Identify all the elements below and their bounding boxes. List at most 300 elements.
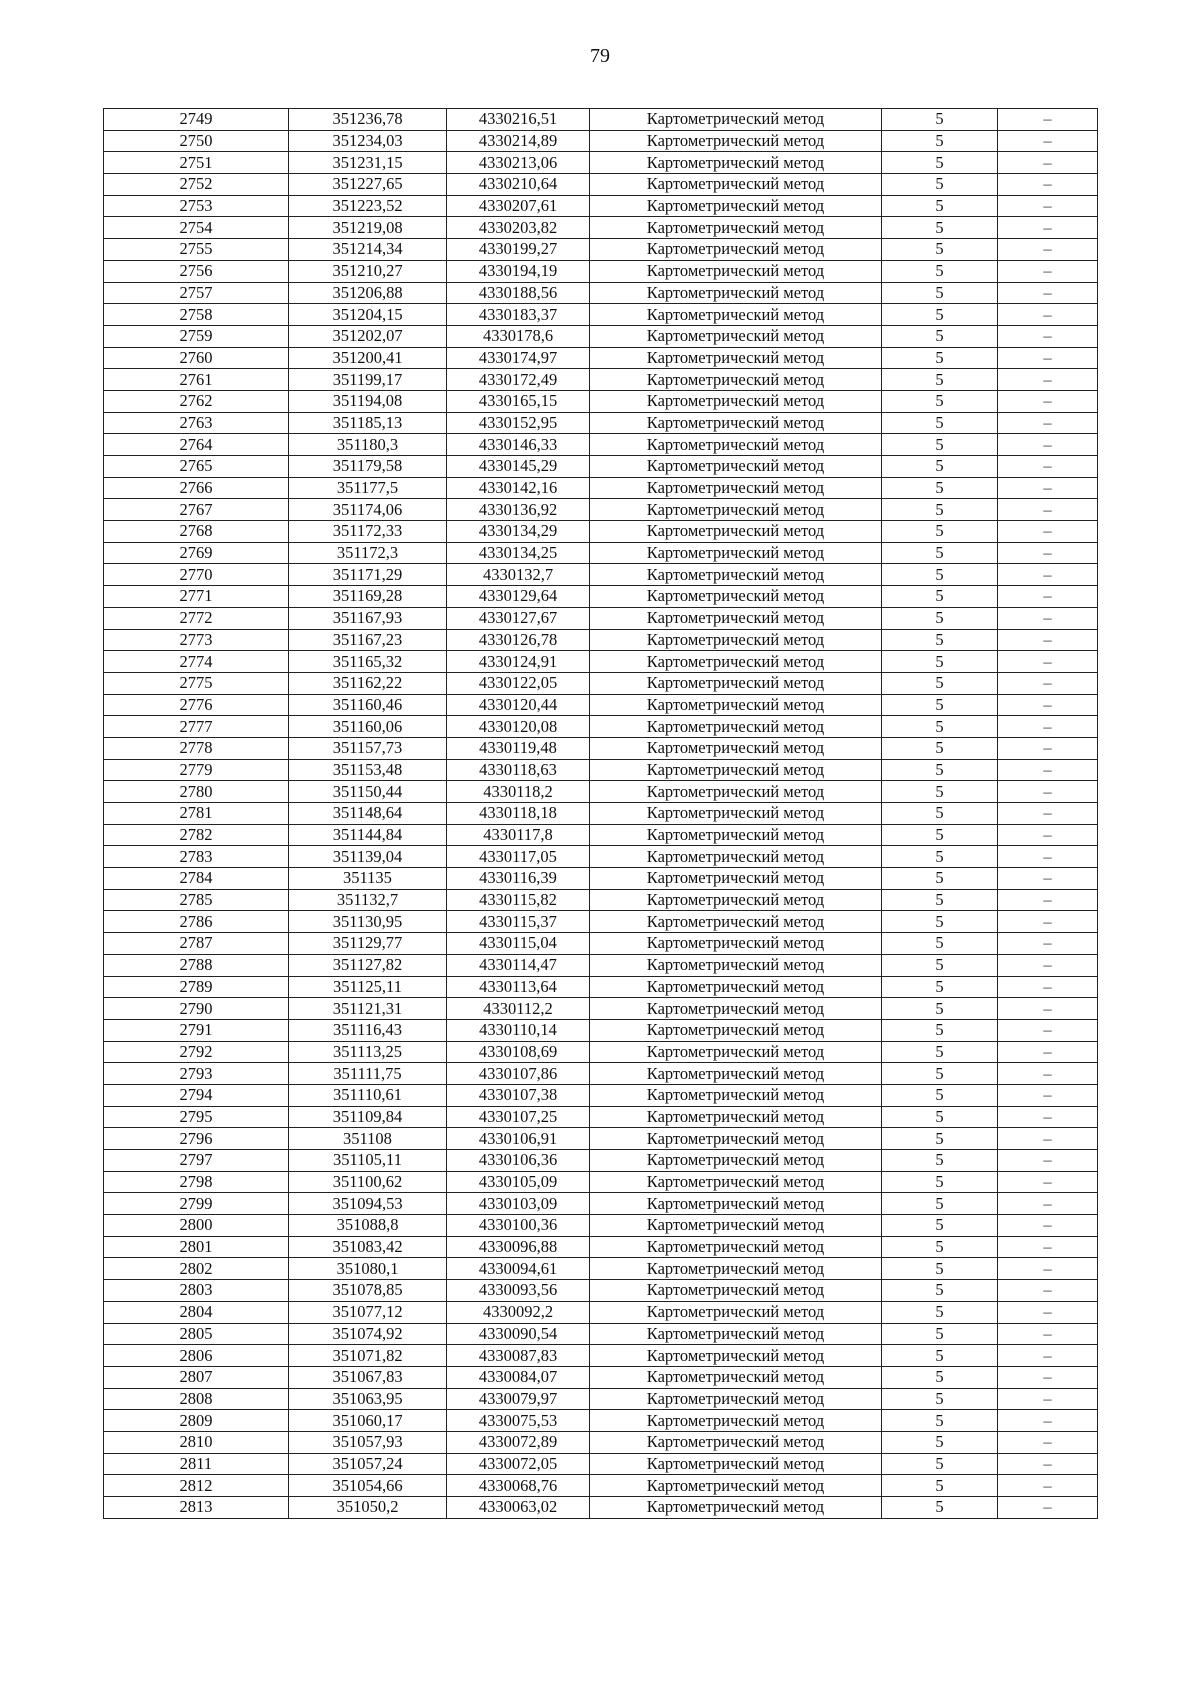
x-coordinate-cell: 351236,78 bbox=[289, 109, 447, 131]
x-coordinate-cell: 351110,61 bbox=[289, 1084, 447, 1106]
x-coordinate-cell: 351060,17 bbox=[289, 1410, 447, 1432]
x-coordinate-cell: 351088,8 bbox=[289, 1215, 447, 1237]
x-coordinate-cell: 351153,48 bbox=[289, 759, 447, 781]
table-row bbox=[104, 1084, 1098, 1106]
accuracy-cell: 5 bbox=[882, 1497, 998, 1519]
accuracy-cell: 5 bbox=[882, 976, 998, 998]
point-number-cell: 2813 bbox=[104, 1497, 289, 1519]
y-coordinate-cell: 4330118,18 bbox=[447, 803, 590, 825]
y-coordinate-cell: 4330214,89 bbox=[447, 130, 590, 152]
y-coordinate-cell: 4330122,05 bbox=[447, 672, 590, 694]
table-row bbox=[104, 1041, 1098, 1063]
x-coordinate-cell: 351139,04 bbox=[289, 846, 447, 868]
method-cell: Картометрический метод bbox=[590, 1345, 882, 1367]
y-coordinate-cell: 4330116,39 bbox=[447, 868, 590, 890]
table-row bbox=[104, 586, 1098, 608]
note-cell: – bbox=[998, 759, 1098, 781]
method-cell: Картометрический метод bbox=[590, 195, 882, 217]
note-cell: – bbox=[998, 1388, 1098, 1410]
x-coordinate-cell: 351160,46 bbox=[289, 694, 447, 716]
note-cell: – bbox=[998, 737, 1098, 759]
point-number-cell: 2788 bbox=[104, 954, 289, 976]
point-number-cell: 2758 bbox=[104, 304, 289, 326]
accuracy-cell: 5 bbox=[882, 672, 998, 694]
accuracy-cell: 5 bbox=[882, 260, 998, 282]
table-row bbox=[104, 1258, 1098, 1280]
point-number-cell: 2750 bbox=[104, 130, 289, 152]
y-coordinate-cell: 4330120,44 bbox=[447, 694, 590, 716]
note-cell: – bbox=[998, 499, 1098, 521]
note-cell: – bbox=[998, 911, 1098, 933]
note-cell: – bbox=[998, 477, 1098, 499]
point-number-cell: 2799 bbox=[104, 1193, 289, 1215]
table-row bbox=[104, 1215, 1098, 1237]
note-cell: – bbox=[998, 954, 1098, 976]
point-number-cell: 2781 bbox=[104, 803, 289, 825]
accuracy-cell: 5 bbox=[882, 1236, 998, 1258]
note-cell: – bbox=[998, 1236, 1098, 1258]
note-cell: – bbox=[998, 889, 1098, 911]
note-cell: – bbox=[998, 434, 1098, 456]
note-cell: – bbox=[998, 998, 1098, 1020]
table-row bbox=[104, 217, 1098, 239]
point-number-cell: 2755 bbox=[104, 239, 289, 261]
accuracy-cell: 5 bbox=[882, 1280, 998, 1302]
accuracy-cell: 5 bbox=[882, 629, 998, 651]
point-number-cell: 2784 bbox=[104, 868, 289, 890]
accuracy-cell: 5 bbox=[882, 390, 998, 412]
note-cell: – bbox=[998, 1084, 1098, 1106]
method-cell: Картометрический метод bbox=[590, 737, 882, 759]
accuracy-cell: 5 bbox=[882, 347, 998, 369]
x-coordinate-cell: 351165,32 bbox=[289, 651, 447, 673]
table-row bbox=[104, 1431, 1098, 1453]
accuracy-cell: 5 bbox=[882, 998, 998, 1020]
accuracy-cell: 5 bbox=[882, 846, 998, 868]
accuracy-cell: 5 bbox=[882, 1150, 998, 1172]
y-coordinate-cell: 4330115,04 bbox=[447, 933, 590, 955]
point-number-cell: 2773 bbox=[104, 629, 289, 651]
y-coordinate-cell: 4330134,29 bbox=[447, 521, 590, 543]
note-cell: – bbox=[998, 803, 1098, 825]
table-row bbox=[104, 976, 1098, 998]
method-cell: Картометрический метод bbox=[590, 499, 882, 521]
note-cell: – bbox=[998, 304, 1098, 326]
table-row bbox=[104, 803, 1098, 825]
note-cell: – bbox=[998, 1193, 1098, 1215]
accuracy-cell: 5 bbox=[882, 1453, 998, 1475]
x-coordinate-cell: 351204,15 bbox=[289, 304, 447, 326]
y-coordinate-cell: 4330134,25 bbox=[447, 542, 590, 564]
method-cell: Картометрический метод bbox=[590, 1453, 882, 1475]
table-row bbox=[104, 1063, 1098, 1085]
table-row bbox=[104, 1345, 1098, 1367]
point-number-cell: 2759 bbox=[104, 325, 289, 347]
accuracy-cell: 5 bbox=[882, 282, 998, 304]
method-cell: Картометрический метод bbox=[590, 1063, 882, 1085]
table-row bbox=[104, 412, 1098, 434]
method-cell: Картометрический метод bbox=[590, 1497, 882, 1519]
x-coordinate-cell: 351132,7 bbox=[289, 889, 447, 911]
table-row bbox=[104, 1106, 1098, 1128]
method-cell: Картометрический метод bbox=[590, 1431, 882, 1453]
point-number-cell: 2779 bbox=[104, 759, 289, 781]
x-coordinate-cell: 351071,82 bbox=[289, 1345, 447, 1367]
table-row bbox=[104, 716, 1098, 738]
table-row bbox=[104, 824, 1098, 846]
y-coordinate-cell: 4330096,88 bbox=[447, 1236, 590, 1258]
point-number-cell: 2772 bbox=[104, 607, 289, 629]
y-coordinate-cell: 4330068,76 bbox=[447, 1475, 590, 1497]
point-number-cell: 2764 bbox=[104, 434, 289, 456]
method-cell: Картометрический метод bbox=[590, 1236, 882, 1258]
note-cell: – bbox=[998, 1410, 1098, 1432]
note-cell: – bbox=[998, 1453, 1098, 1475]
method-cell: Картометрический метод bbox=[590, 477, 882, 499]
table-row bbox=[104, 1475, 1098, 1497]
x-coordinate-cell: 351202,07 bbox=[289, 325, 447, 347]
point-number-cell: 2810 bbox=[104, 1431, 289, 1453]
table-row bbox=[104, 672, 1098, 694]
point-number-cell: 2783 bbox=[104, 846, 289, 868]
accuracy-cell: 5 bbox=[882, 434, 998, 456]
y-coordinate-cell: 4330115,37 bbox=[447, 911, 590, 933]
table-row bbox=[104, 1366, 1098, 1388]
accuracy-cell: 5 bbox=[882, 911, 998, 933]
table-row bbox=[104, 1301, 1098, 1323]
y-coordinate-cell: 4330114,47 bbox=[447, 954, 590, 976]
table-row bbox=[104, 282, 1098, 304]
page-number: 79 bbox=[590, 45, 610, 67]
method-cell: Картометрический метод bbox=[590, 824, 882, 846]
table-row bbox=[104, 369, 1098, 391]
note-cell: – bbox=[998, 846, 1098, 868]
table-row bbox=[104, 759, 1098, 781]
method-cell: Картометрический метод bbox=[590, 976, 882, 998]
y-coordinate-cell: 4330108,69 bbox=[447, 1041, 590, 1063]
x-coordinate-cell: 351116,43 bbox=[289, 1019, 447, 1041]
table-row bbox=[104, 1280, 1098, 1302]
table-row bbox=[104, 868, 1098, 890]
point-number-cell: 2785 bbox=[104, 889, 289, 911]
y-coordinate-cell: 4330107,25 bbox=[447, 1106, 590, 1128]
y-coordinate-cell: 4330103,09 bbox=[447, 1193, 590, 1215]
note-cell: – bbox=[998, 282, 1098, 304]
method-cell: Картометрический метод bbox=[590, 607, 882, 629]
method-cell: Картометрический метод bbox=[590, 1366, 882, 1388]
y-coordinate-cell: 4330107,86 bbox=[447, 1063, 590, 1085]
x-coordinate-cell: 351129,77 bbox=[289, 933, 447, 955]
x-coordinate-cell: 351206,88 bbox=[289, 282, 447, 304]
point-number-cell: 2808 bbox=[104, 1388, 289, 1410]
point-number-cell: 2753 bbox=[104, 195, 289, 217]
method-cell: Картометрический метод bbox=[590, 260, 882, 282]
y-coordinate-cell: 4330106,91 bbox=[447, 1128, 590, 1150]
accuracy-cell: 5 bbox=[882, 412, 998, 434]
note-cell: – bbox=[998, 564, 1098, 586]
note-cell: – bbox=[998, 607, 1098, 629]
point-number-cell: 2777 bbox=[104, 716, 289, 738]
table-row bbox=[104, 195, 1098, 217]
point-number-cell: 2800 bbox=[104, 1215, 289, 1237]
x-coordinate-cell: 351160,06 bbox=[289, 716, 447, 738]
y-coordinate-cell: 4330118,63 bbox=[447, 759, 590, 781]
note-cell: – bbox=[998, 1497, 1098, 1519]
method-cell: Картометрический метод bbox=[590, 1041, 882, 1063]
table-row bbox=[104, 325, 1098, 347]
point-number-cell: 2762 bbox=[104, 390, 289, 412]
note-cell: – bbox=[998, 239, 1098, 261]
note-cell: – bbox=[998, 781, 1098, 803]
x-coordinate-cell: 351130,95 bbox=[289, 911, 447, 933]
x-coordinate-cell: 351180,3 bbox=[289, 434, 447, 456]
y-coordinate-cell: 4330112,2 bbox=[447, 998, 590, 1020]
table-row bbox=[104, 651, 1098, 673]
method-cell: Картометрический метод bbox=[590, 672, 882, 694]
method-cell: Картометрический метод bbox=[590, 911, 882, 933]
note-cell: – bbox=[998, 586, 1098, 608]
x-coordinate-cell: 351083,42 bbox=[289, 1236, 447, 1258]
table-row bbox=[104, 1128, 1098, 1150]
x-coordinate-cell: 351077,12 bbox=[289, 1301, 447, 1323]
point-number-cell: 2801 bbox=[104, 1236, 289, 1258]
point-number-cell: 2757 bbox=[104, 282, 289, 304]
accuracy-cell: 5 bbox=[882, 1345, 998, 1367]
method-cell: Картометрический метод bbox=[590, 954, 882, 976]
y-coordinate-cell: 4330117,05 bbox=[447, 846, 590, 868]
method-cell: Картометрический метод bbox=[590, 174, 882, 196]
accuracy-cell: 5 bbox=[882, 1063, 998, 1085]
y-coordinate-cell: 4330117,8 bbox=[447, 824, 590, 846]
point-number-cell: 2756 bbox=[104, 260, 289, 282]
note-cell: – bbox=[998, 672, 1098, 694]
point-number-cell: 2767 bbox=[104, 499, 289, 521]
point-number-cell: 2792 bbox=[104, 1041, 289, 1063]
coordinates-table bbox=[103, 108, 1098, 1519]
y-coordinate-cell: 4330194,19 bbox=[447, 260, 590, 282]
table-row bbox=[104, 1150, 1098, 1172]
accuracy-cell: 5 bbox=[882, 174, 998, 196]
note-cell: – bbox=[998, 1106, 1098, 1128]
table-row bbox=[104, 846, 1098, 868]
y-coordinate-cell: 4330105,09 bbox=[447, 1171, 590, 1193]
x-coordinate-cell: 351200,41 bbox=[289, 347, 447, 369]
table-row bbox=[104, 954, 1098, 976]
x-coordinate-cell: 351234,03 bbox=[289, 130, 447, 152]
x-coordinate-cell: 351109,84 bbox=[289, 1106, 447, 1128]
point-number-cell: 2807 bbox=[104, 1366, 289, 1388]
x-coordinate-cell: 351210,27 bbox=[289, 260, 447, 282]
table-row bbox=[104, 521, 1098, 543]
y-coordinate-cell: 4330203,82 bbox=[447, 217, 590, 239]
note-cell: – bbox=[998, 217, 1098, 239]
y-coordinate-cell: 4330072,05 bbox=[447, 1453, 590, 1475]
accuracy-cell: 5 bbox=[882, 1215, 998, 1237]
y-coordinate-cell: 4330188,56 bbox=[447, 282, 590, 304]
note-cell: – bbox=[998, 109, 1098, 131]
point-number-cell: 2749 bbox=[104, 109, 289, 131]
note-cell: – bbox=[998, 1041, 1098, 1063]
method-cell: Картометрический метод bbox=[590, 1258, 882, 1280]
y-coordinate-cell: 4330172,49 bbox=[447, 369, 590, 391]
y-coordinate-cell: 4330129,64 bbox=[447, 586, 590, 608]
note-cell: – bbox=[998, 195, 1098, 217]
table-row bbox=[104, 564, 1098, 586]
table-row bbox=[104, 1453, 1098, 1475]
method-cell: Картометрический метод bbox=[590, 1193, 882, 1215]
accuracy-cell: 5 bbox=[882, 803, 998, 825]
y-coordinate-cell: 4330183,37 bbox=[447, 304, 590, 326]
point-number-cell: 2794 bbox=[104, 1084, 289, 1106]
note-cell: – bbox=[998, 694, 1098, 716]
y-coordinate-cell: 4330090,54 bbox=[447, 1323, 590, 1345]
method-cell: Картометрический метод bbox=[590, 1084, 882, 1106]
y-coordinate-cell: 4330136,92 bbox=[447, 499, 590, 521]
x-coordinate-cell: 351171,29 bbox=[289, 564, 447, 586]
point-number-cell: 2780 bbox=[104, 781, 289, 803]
x-coordinate-cell: 351172,33 bbox=[289, 521, 447, 543]
accuracy-cell: 5 bbox=[882, 1041, 998, 1063]
coordinates-table-body bbox=[104, 109, 1098, 1519]
method-cell: Картометрический метод bbox=[590, 889, 882, 911]
accuracy-cell: 5 bbox=[882, 195, 998, 217]
note-cell: – bbox=[998, 1345, 1098, 1367]
table-row bbox=[104, 130, 1098, 152]
accuracy-cell: 5 bbox=[882, 889, 998, 911]
method-cell: Картометрический метод bbox=[590, 846, 882, 868]
point-number-cell: 2803 bbox=[104, 1280, 289, 1302]
x-coordinate-cell: 351174,06 bbox=[289, 499, 447, 521]
accuracy-cell: 5 bbox=[882, 217, 998, 239]
x-coordinate-cell: 351169,28 bbox=[289, 586, 447, 608]
x-coordinate-cell: 351063,95 bbox=[289, 1388, 447, 1410]
accuracy-cell: 5 bbox=[882, 1410, 998, 1432]
method-cell: Картометрический метод bbox=[590, 586, 882, 608]
point-number-cell: 2804 bbox=[104, 1301, 289, 1323]
x-coordinate-cell: 351057,93 bbox=[289, 1431, 447, 1453]
point-number-cell: 2765 bbox=[104, 456, 289, 478]
method-cell: Картометрический метод bbox=[590, 325, 882, 347]
y-coordinate-cell: 4330093,56 bbox=[447, 1280, 590, 1302]
y-coordinate-cell: 4330072,89 bbox=[447, 1431, 590, 1453]
x-coordinate-cell: 351231,15 bbox=[289, 152, 447, 174]
note-cell: – bbox=[998, 868, 1098, 890]
note-cell: – bbox=[998, 542, 1098, 564]
x-coordinate-cell: 351227,65 bbox=[289, 174, 447, 196]
method-cell: Картометрический метод bbox=[590, 803, 882, 825]
point-number-cell: 2786 bbox=[104, 911, 289, 933]
y-coordinate-cell: 4330094,61 bbox=[447, 1258, 590, 1280]
note-cell: – bbox=[998, 629, 1098, 651]
note-cell: – bbox=[998, 1019, 1098, 1041]
point-number-cell: 2791 bbox=[104, 1019, 289, 1041]
method-cell: Картометрический метод bbox=[590, 781, 882, 803]
method-cell: Картометрический метод bbox=[590, 1475, 882, 1497]
note-cell: – bbox=[998, 824, 1098, 846]
table-row bbox=[104, 998, 1098, 1020]
y-coordinate-cell: 4330115,82 bbox=[447, 889, 590, 911]
y-coordinate-cell: 4330126,78 bbox=[447, 629, 590, 651]
accuracy-cell: 5 bbox=[882, 1301, 998, 1323]
y-coordinate-cell: 4330216,51 bbox=[447, 109, 590, 131]
accuracy-cell: 5 bbox=[882, 737, 998, 759]
x-coordinate-cell: 351074,92 bbox=[289, 1323, 447, 1345]
x-coordinate-cell: 351167,23 bbox=[289, 629, 447, 651]
x-coordinate-cell: 351054,66 bbox=[289, 1475, 447, 1497]
note-cell: – bbox=[998, 1431, 1098, 1453]
point-number-cell: 2795 bbox=[104, 1106, 289, 1128]
table-row bbox=[104, 1193, 1098, 1215]
point-number-cell: 2805 bbox=[104, 1323, 289, 1345]
method-cell: Картометрический метод bbox=[590, 998, 882, 1020]
accuracy-cell: 5 bbox=[882, 152, 998, 174]
point-number-cell: 2806 bbox=[104, 1345, 289, 1367]
method-cell: Картометрический метод bbox=[590, 1171, 882, 1193]
point-number-cell: 2789 bbox=[104, 976, 289, 998]
y-coordinate-cell: 4330087,83 bbox=[447, 1345, 590, 1367]
note-cell: – bbox=[998, 976, 1098, 998]
point-number-cell: 2770 bbox=[104, 564, 289, 586]
y-coordinate-cell: 4330100,36 bbox=[447, 1215, 590, 1237]
accuracy-cell: 5 bbox=[882, 1431, 998, 1453]
x-coordinate-cell: 351150,44 bbox=[289, 781, 447, 803]
x-coordinate-cell: 351162,22 bbox=[289, 672, 447, 694]
method-cell: Картометрический метод bbox=[590, 716, 882, 738]
accuracy-cell: 5 bbox=[882, 239, 998, 261]
accuracy-cell: 5 bbox=[882, 824, 998, 846]
accuracy-cell: 5 bbox=[882, 130, 998, 152]
accuracy-cell: 5 bbox=[882, 109, 998, 131]
method-cell: Картометрический метод bbox=[590, 694, 882, 716]
table-row bbox=[104, 1497, 1098, 1519]
point-number-cell: 2752 bbox=[104, 174, 289, 196]
point-number-cell: 2763 bbox=[104, 412, 289, 434]
x-coordinate-cell: 351100,62 bbox=[289, 1171, 447, 1193]
accuracy-cell: 5 bbox=[882, 586, 998, 608]
table-row bbox=[104, 607, 1098, 629]
note-cell: – bbox=[998, 456, 1098, 478]
accuracy-cell: 5 bbox=[882, 1084, 998, 1106]
x-coordinate-cell: 351172,3 bbox=[289, 542, 447, 564]
point-number-cell: 2797 bbox=[104, 1150, 289, 1172]
y-coordinate-cell: 4330113,64 bbox=[447, 976, 590, 998]
method-cell: Картометрический метод bbox=[590, 347, 882, 369]
note-cell: – bbox=[998, 1475, 1098, 1497]
y-coordinate-cell: 4330110,14 bbox=[447, 1019, 590, 1041]
x-coordinate-cell: 351125,11 bbox=[289, 976, 447, 998]
note-cell: – bbox=[998, 130, 1098, 152]
method-cell: Картометрический метод bbox=[590, 152, 882, 174]
note-cell: – bbox=[998, 1128, 1098, 1150]
accuracy-cell: 5 bbox=[882, 1388, 998, 1410]
point-number-cell: 2751 bbox=[104, 152, 289, 174]
point-number-cell: 2787 bbox=[104, 933, 289, 955]
table-row bbox=[104, 1171, 1098, 1193]
accuracy-cell: 5 bbox=[882, 521, 998, 543]
point-number-cell: 2782 bbox=[104, 824, 289, 846]
accuracy-cell: 5 bbox=[882, 369, 998, 391]
y-coordinate-cell: 4330106,36 bbox=[447, 1150, 590, 1172]
method-cell: Картометрический метод bbox=[590, 651, 882, 673]
x-coordinate-cell: 351094,53 bbox=[289, 1193, 447, 1215]
accuracy-cell: 5 bbox=[882, 1019, 998, 1041]
x-coordinate-cell: 351167,93 bbox=[289, 607, 447, 629]
method-cell: Картометрический метод bbox=[590, 412, 882, 434]
point-number-cell: 2768 bbox=[104, 521, 289, 543]
y-coordinate-cell: 4330124,91 bbox=[447, 651, 590, 673]
method-cell: Картометрический метод bbox=[590, 369, 882, 391]
accuracy-cell: 5 bbox=[882, 759, 998, 781]
